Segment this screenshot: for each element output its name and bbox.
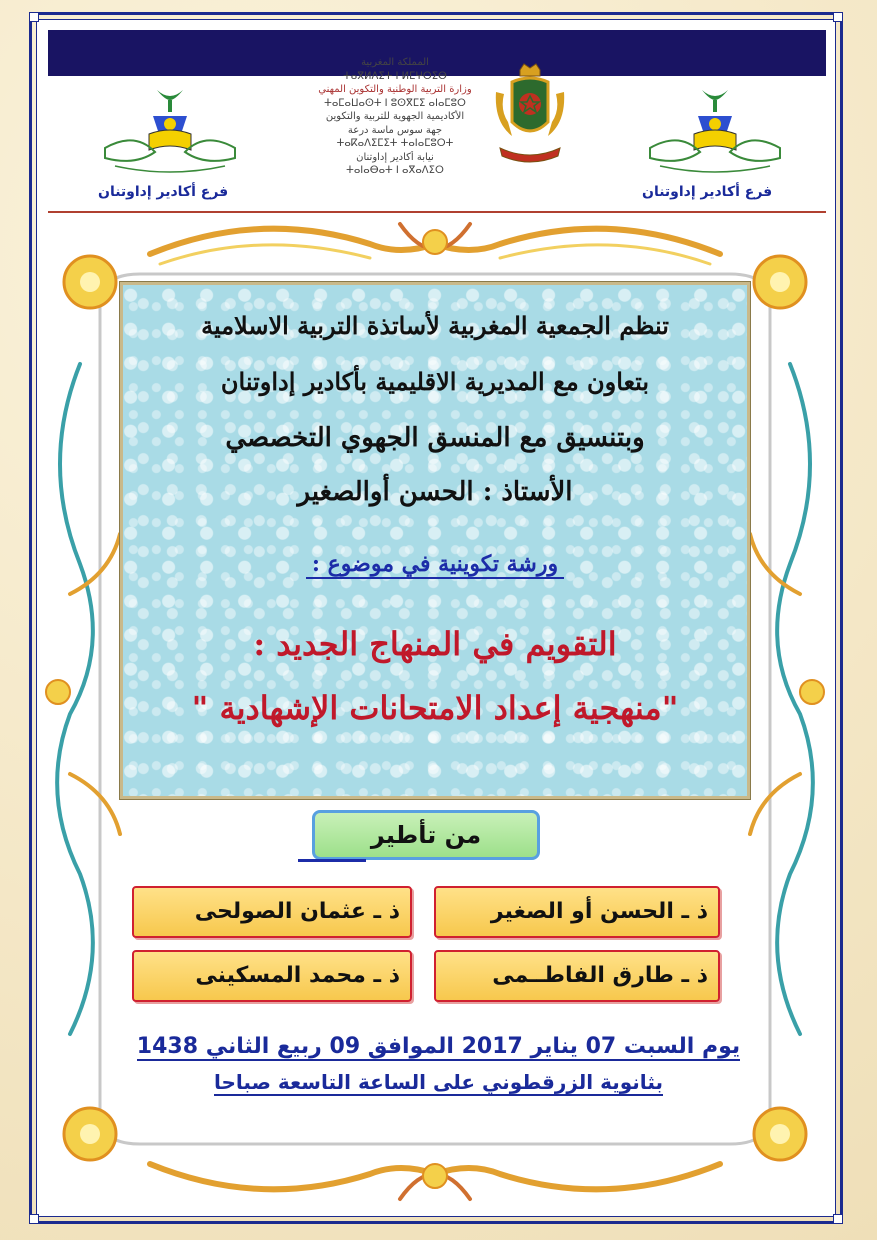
frame-corner [833,12,843,22]
organizer-line: وبتنسيق مع المنسق الجهوي التخصصي [225,423,645,453]
facilitation-label: من تأطير [370,821,482,849]
event-date: يوم السبت 07 يناير 2017 الموافق 09 ربيع الثاني 1438 [136,1034,741,1059]
branch-label-left: فرع أكادير إداوتنان [98,184,229,200]
ministry-line: نيابة أكادير إداوتنان [356,151,434,163]
organizer-line: الأستاذ : الحسن أوالصغير [297,477,573,507]
ministry-header-text [305,56,485,178]
workshop-label: ورشة تكوينية في موضوع : [123,551,747,577]
organizer-line: بتعاون مع المديرية الاقليمية بأكادير إداوتنان [220,367,650,396]
speaker-card: ذ ـ طارق الفاطــمى [434,950,720,1002]
ministry-line: جهة سوس ماسة درعة [347,124,443,136]
ministry-line: الأكاديمية الجهوية للتربية والتكوين [325,111,465,122]
book-crescent-logo-icon [640,86,790,181]
ministry-line: وزارة التربية الوطنية والتكوين المهني [318,84,472,95]
frame-corner [29,12,39,22]
facilitation-underline [298,859,366,862]
topic-subtitle: "منهجية إعداد الامتحانات الإشهادية " [191,689,679,727]
speaker-card: ذ ـ الحسن أو الصغير [434,886,720,938]
ministry-line: المملكة المغربية [361,57,429,68]
book-crescent-logo-icon [95,86,245,181]
frame-corner [833,1214,843,1224]
speaker-card: ذ ـ عثمان الصولحى [132,886,412,938]
topic-title: التقويم في المنهاج الجديد : [253,625,617,663]
ministry-line: ⵜⴰⴽⴰⴷⵉⵎⵉⵜ ⵜⴰⵏⴰⵎⵓⵔⵜ [336,138,454,149]
branch-label-right: فرع أكادير إداوتنان [642,184,773,200]
ministry-line: ⵜⴰⵏⴰⴱⴰⵜ ⵏ ⴰⴳⴰⴷⵉⵔ [346,165,444,176]
speaker-card: ذ ـ محمد المسكينى [132,950,412,1002]
organizer-line: تنظم الجمعية المغربية لأساتذة التربية الاسلامية [201,311,669,340]
morocco-coat-of-arms-icon [490,62,570,172]
content-panel [120,282,750,799]
facilitation-badge [312,810,540,860]
header-divider [48,211,826,213]
ministry-line: ⵜⴰⵎⴰⵡⴰⵙⵜ ⵏ ⵓⵙⴳⵎⵉ ⴰⵏⴰⵎⵓⵔ [324,97,466,109]
frame-corner [29,1214,39,1224]
ministry-line: ⵜⴰⴳⵍⴷⵉⵜ ⵏ ⵍⵎⵖⵔⵉⴱ [343,70,447,82]
event-venue: بثانوية الزرقطوني على الساعة التاسعة صباحا [214,1070,663,1094]
